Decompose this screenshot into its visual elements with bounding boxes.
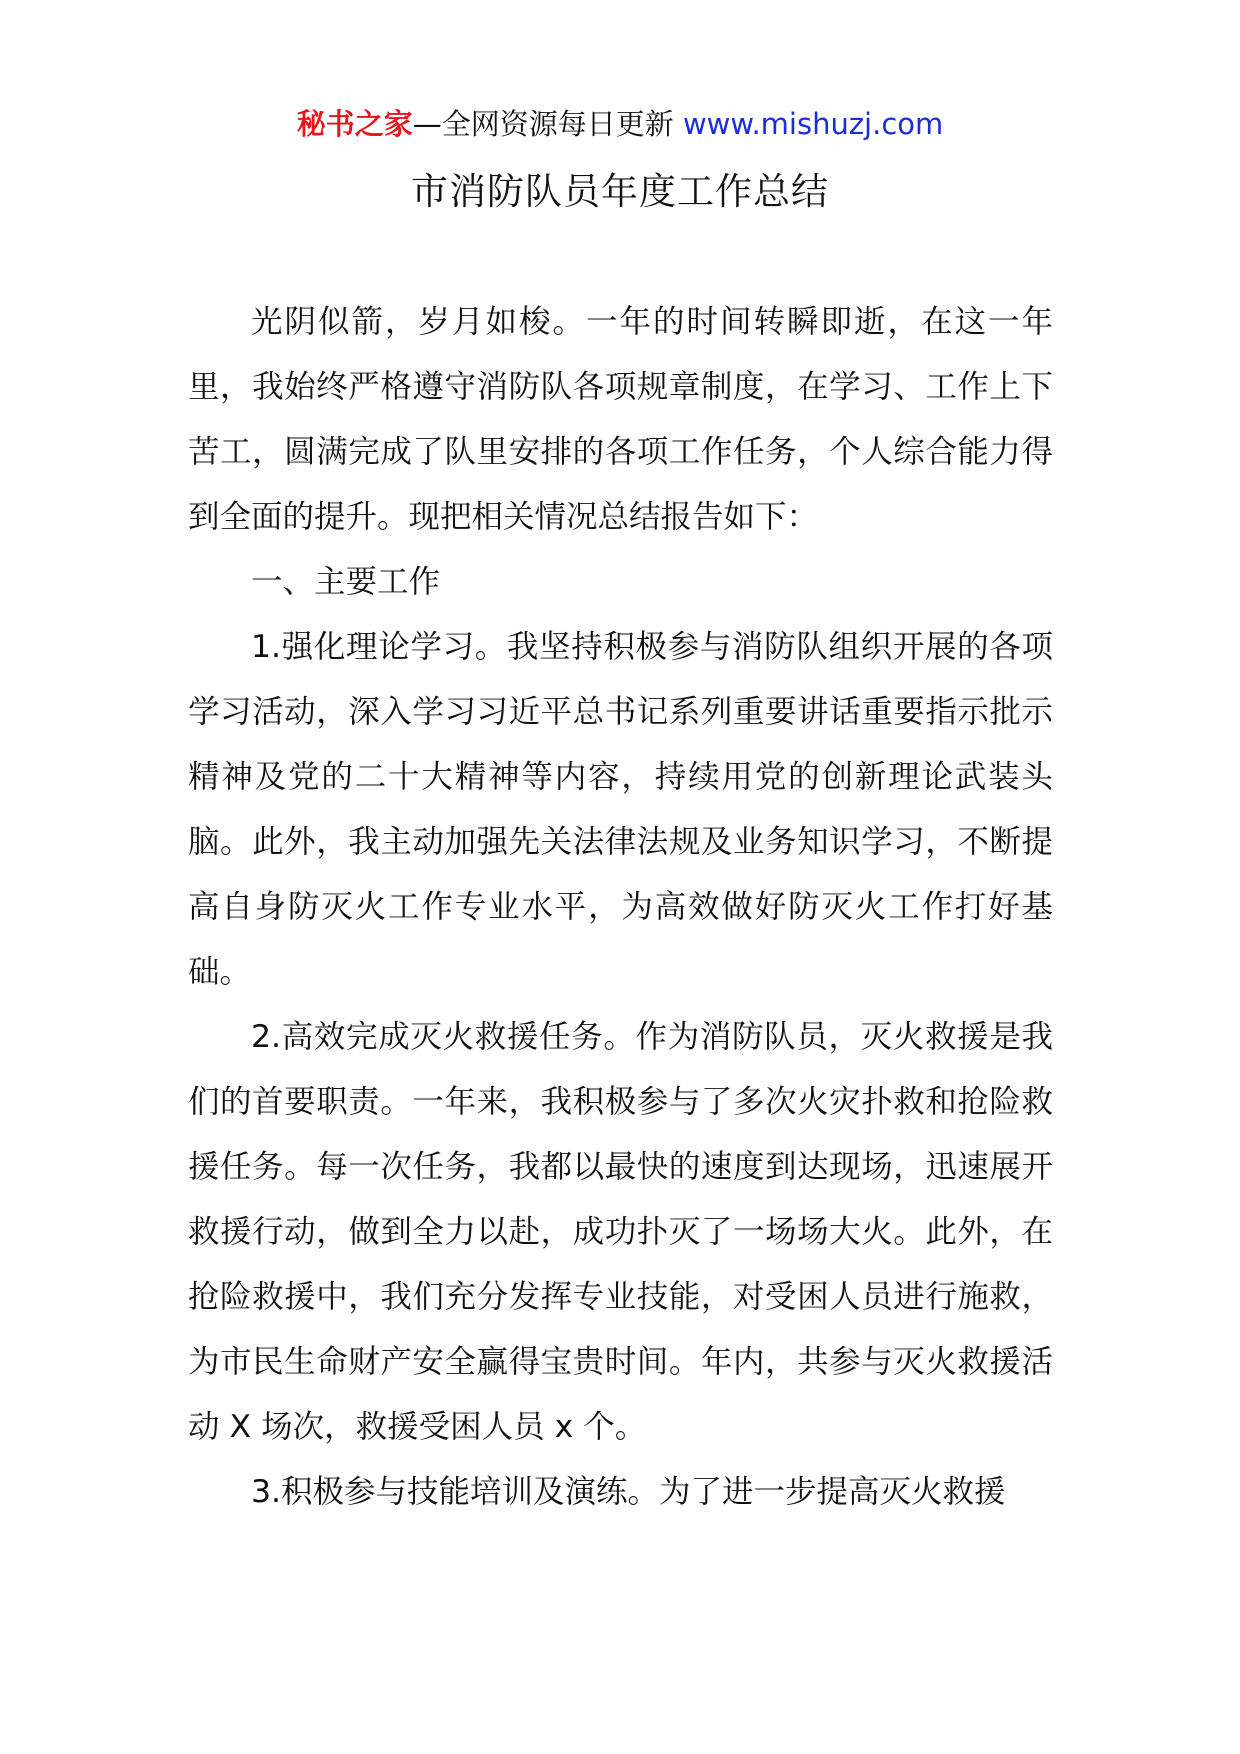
site-url-link[interactable]: www.mishuzj.com xyxy=(682,107,944,141)
document-body xyxy=(188,290,1053,1525)
brand-name: 秘书之家 xyxy=(296,107,413,141)
paragraph-item-3: 3.积极参与技能培训及演练。为了进一步提高灭火救援 xyxy=(251,1474,1006,1510)
section-heading: 一、主要工作 xyxy=(251,564,441,600)
header-tagline: —全网资源每日更新 xyxy=(412,107,683,141)
paragraph-intro: 光阴似箭，岁月如梭。一年的时间转瞬即逝，在这一年里，我始终严格遵守消防队各项规章制度，在学习、工作上下苦工，圆满完成了队里安排的各项工作任务，个人综合能力得到全面的提升。现把相关情况总结报告如下： xyxy=(188,304,1053,535)
site-header xyxy=(0,100,1240,148)
document-title: 市消防队员年度工作总结 xyxy=(411,170,829,213)
paragraph-item-2: 2.高效完成灭火救援任务。作为消防队员，灭火救援是我们的首要职责。一年来，我积极参与了多次火灾扑救和抢险救援任务。每一次任务，我都以最快的速度到达现场，迅速展开救援行动，做到全力以赴，成功扑灭了一场场大火。此外，在抢险救援中，我们充分发挥专业技能，对受困人员进行施救，为市民生命财产安全赢得宝贵时间。年内，共参与灭火救援活动 X 场次，救援受困人员 x 个。 xyxy=(188,1019,1053,1445)
paragraph-item-1: 1.强化理论学习。我坚持积极参与消防队组织开展的各项学习活动，深入学习习近平总书记系列重要讲话重要指示批示精神及党的二十大精神等内容，持续用党的创新理论武装头脑。此外，我主动加强先关法律法规及业务知识学习，不断提高自身防灭火工作专业水平，为高效做好防灭火工作打好基础。 xyxy=(188,629,1053,990)
